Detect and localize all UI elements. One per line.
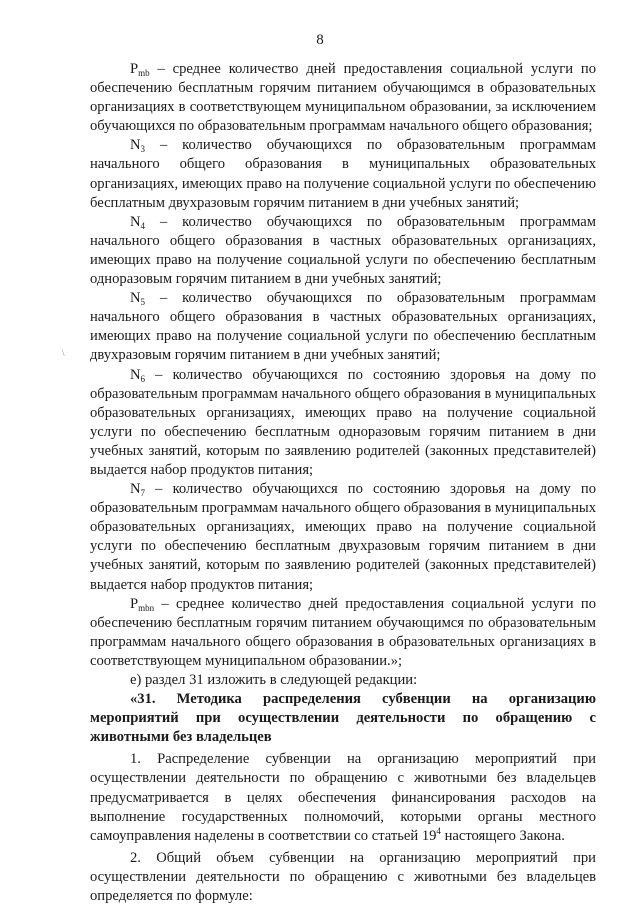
symbol-subscript: 4 [140, 220, 146, 231]
definition-n4 [90, 213, 596, 289]
section-heading: «31. Методика распределения субвенции на организацию мероприятий при осуществлении деятельности по обращению с животными без владельцев [90, 691, 596, 746]
definition-n3 [90, 136, 596, 212]
symbol: P [130, 61, 139, 77]
symbol-subscript: 7 [140, 488, 146, 499]
definition-pmb [90, 60, 596, 136]
symbol-subscript: mb [138, 68, 150, 78]
item-1-superscript: 4 [436, 825, 441, 836]
item-2: 2. Общий объем субвенции на организацию мероприятий при осуществлении деятельности по обращению с животными без владельцев определяется по формуле: [90, 849, 596, 905]
symbol: P [130, 595, 139, 612]
item-1-text-end: настоящего Закона. [440, 827, 565, 844]
definition-text: – количество обучающихся по образовательным программам начального общего образования в муниципальных образовательных организациях, имеющих право на получение социальной услуги по обеспечению бесплатным двухразовым горячим питанием в дни учебных занятий; [90, 137, 596, 211]
symbol-subscript: 6 [140, 373, 146, 384]
margin-mark: \ [62, 348, 65, 358]
definition-text: – среднее количество дней предоставления социальной услуги по обеспечению бесплатным горячим питанием обучающимся в образовательных организациях в соответствующем муниципальном образовании, за исключением обучающихся по образовательным программам начального общего образования; [90, 61, 596, 135]
definition-n6 [90, 366, 596, 481]
definition-n7 [90, 480, 596, 595]
symbol-subscript: mbn [138, 602, 155, 613]
symbol-subscript: 3 [140, 144, 146, 155]
definition-n5 [90, 289, 596, 365]
definition-text: – количество обучающихся по состоянию здоровья на дому по образовательным программам начального общего образования в муниципальных образовательных организациях, имеющих право на получение социальной услуги по обеспечению бесплатным двухразовым горячим питанием в дни учебных занятий, которым по заявлению родителей (законных представителей) выдается набор продуктов питания; [90, 481, 596, 593]
symbol: N [130, 366, 141, 383]
symbol: N [130, 481, 141, 498]
definition-text: – количество обучающихся по образовательным программам начального общего образования в частных образовательных организациях, имеющих право на получение социальной услуги по обеспечению бесплатным двухразовым горячим питанием в дни учебных занятий; [90, 290, 596, 364]
item-1-text: 1. Распределение субвенции на организацию мероприятий при осуществлении деятельности по обращению с животными без владельцев предусматривается в целях обеспечения финансирования расходов на выполнение государственных полномочий, которыми органы местного самоуправления наделены в соответствии со статьей 19 [90, 751, 596, 844]
document-body [90, 60, 596, 906]
definition-text: – количество обучающихся по состоянию здоровья на дому по образовательным программам начального общего образования в муниципальных образовательных организациях, имеющих право на получение социальной услуги по обеспечению бесплатным одноразовым горячим питанием в дни учебных занятий, которым по заявлению родителей (законных представителей) выдается набор продуктов питания; [90, 366, 596, 478]
definition-text: – количество обучающихся по образовательным программам начального общего образования в частных образовательных организациях, имеющих право на получение социальной услуги по обеспечению бесплатным одноразовым горячим питанием в дни учебных занятий; [90, 213, 596, 288]
page-number: 8 [316, 32, 324, 48]
amendment-line: е) раздел 31 изложить в следующей редакции: [130, 672, 418, 688]
definition-pmbn [90, 595, 596, 671]
symbol: N [130, 213, 141, 230]
symbol: N [130, 290, 141, 307]
definition-text: – среднее количество дней предоставления социальной услуги по обеспечению бесплатным горячим питанием обучающимся по образовательным программам начального общего образования в образовательных организациях в соответствующем муниципальном образовании.»; [90, 595, 596, 669]
symbol: N [130, 137, 141, 154]
item-1 [90, 750, 596, 845]
symbol-subscript: 5 [140, 297, 146, 308]
